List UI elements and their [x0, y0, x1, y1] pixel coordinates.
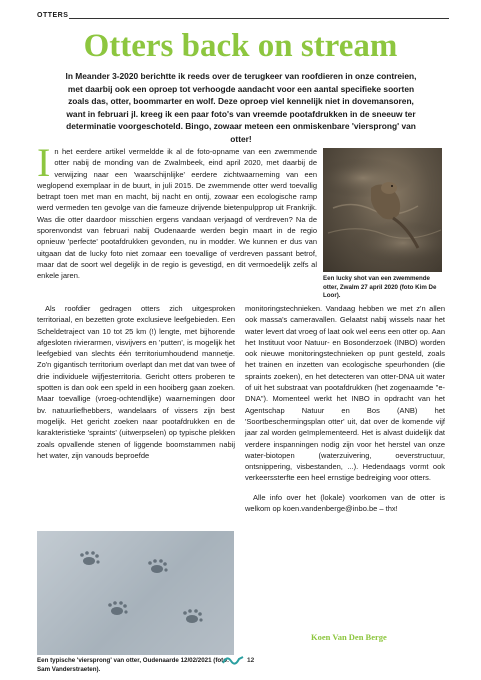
- article-title: Otters back on stream: [83, 28, 398, 64]
- photo1-caption: Een lucky shot van een zwemmende otter, Zwalm 27 april 2020 (foto Kim De Loor).: [323, 275, 437, 299]
- article-column-right: [245, 303, 445, 514]
- page-footer: [222, 654, 262, 668]
- author-name: Koen Van Den Berge: [311, 632, 387, 642]
- section-header: [37, 12, 449, 26]
- drop-cap: I: [37, 140, 51, 185]
- meander-logo-icon: [222, 654, 244, 666]
- article-column-left: [37, 303, 235, 461]
- swimming-otter-photo: [323, 148, 442, 272]
- paragraph-3: monitoringstechnieken. Vandaag hebben we met z'n allen ook massa's cameravallen. Gelaatst nabij wissels naar het water levert dat vroeg of laat ook wel eens een otter op. Aan het Instituut voor Natuur- en Bosonderzoek (INBO) worden ook nieuwe monitoringstechnieken op punt gesteld, zoals het trainen en inzetten van ecologische speurhonden (die spraints zoeken), en het detecteren van otter-DNA uit water of uit het substraat van pootafdrukken (het zogenaamde "e-DNA"). Momenteel werkt het INBO in opdracht van het Agentschap Natuur en Bos (ANB) het 'Soortbeschermingsplan otter' uit, dat over de komende vijf jaar zal worden geïmplementeerd. Het is alvast duidelijk dat verdere inspanningen nodig zijn voor het herstel van onze water-biotopen (waterzuivering, oeverstructuur, ontsnippering, visbestanden, ...). Hedendaags vormt ook verkeerssterfte een heel ernstige bedreiging voor otters.: [245, 304, 445, 483]
- otter-photo-graphic: [323, 148, 442, 272]
- paragraph-4: Alle info over het (lokale) voorkomen van de otter is welkom op koen.vandenberge@inbo.be – thx!: [245, 492, 445, 514]
- section-label: OTTERS: [37, 12, 69, 19]
- page-number: 12: [247, 657, 255, 664]
- photo2-caption: Een typische 'viersprong' van otter, Oudenaarde 12/02/2021 (foto: Sam Vanderstraeten).: [37, 657, 230, 673]
- article-intro: In Meander 3-2020 berichtte ik reeds over de terugkeer van roofdieren in onze contreien, met daarbij ook een oproep tot verhoogde aandacht voor een aantal specifieke soorten zoals das, otter, boommarter en wolf. Deze oproep viel kennelijk niet in dovemansoren, want in februari jl. kreeg ik een paar foto's van vreemde pootafdrukken in de sneeuw ter determinatie voorgeschoteld. Bingo, zowaar meteen een onmiskenbare 'viersprong' van otter!: [65, 71, 417, 144]
- paragraph-1: n het eerdere artikel vermeldde ik al de foto-opname van een zwemmende otter nabij de monding van de Zwalmbeek, eind april 2020, met daarbij de verwijzing naar een 'waarschijnlijke' eerdere zichtwaarneming van een weglopend exemplaar in de buurt, in juli 2015. De zwemmende otter werd toevallig betrapt toen met man en macht, bij nacht en ontij, zowaar een ecologische ramp werd vermeden ten gevolge van die fameuze drijvende bietenpulpprop uit Frankrijk. Was die otter daardoor misschien ergens vandaan verjaagd of verdreven? Na de sporenvondst van februari nabij Oudenaarde werden begin maart in de regio opnieuw 'perfecte' pootafdrukken gevonden, nu in modder. We kunnen er dus van uitgaan dat de lucky foto niet zomaar een toevallige of verdreven passant betrof, maar dat de soort wel degelijk in de regio is gevestigd, en dit vermoedelijk zelfs al enkele jaren.: [37, 147, 317, 281]
- article-column-top: [37, 140, 317, 282]
- footprints-photo-graphic: [37, 531, 234, 655]
- paragraph-2: Als roofdier gedragen otters zich uitgesproken territoriaal, en bezetten grote exclusieve leefgebieden. Een Scheldetraject van 10 tot 25 km (!) lengte, met bijhorende afgesloten rivierarmen, visvijvers en 'putten', is mogelijk het leefgebied van slechts één territoriumhoudend mannetje. Zo'n gigantisch territorium overlapt dan met dat van twee of drie individuele wijfjesterritoria. Gericht otters proberen te spotten is dan ook een speld in een hooiberg gaan zoeken. Maar toevallige (vroeg-ochtendlijke) waarnemingen door bv. natuurliefhebbers, wandelaars of vissers zijn best mogelijk. Het gericht zoeken naar pootafdrukken en de karakteristieke 'spraints' (uitwerpselen) op typische plekken zoals opvallende stenen of liggende boomstammen nabij het water, zijn vanouds beproefde: [37, 304, 235, 460]
- section-divider: [69, 18, 449, 19]
- otter-footprints-photo: [37, 531, 234, 655]
